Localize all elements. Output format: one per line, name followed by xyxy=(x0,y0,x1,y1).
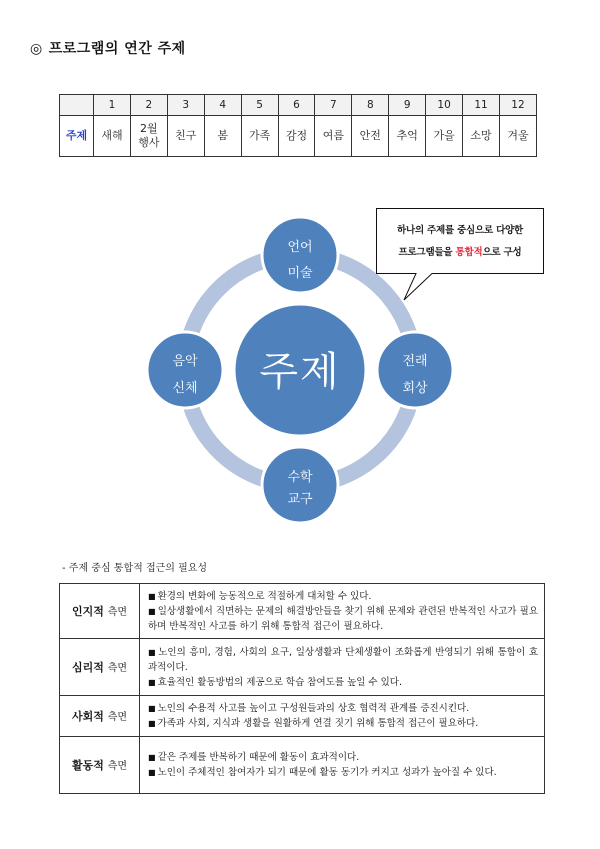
aspect-item xyxy=(148,589,538,604)
month-8: 8 xyxy=(352,95,389,116)
aspect-item-text: 노인의 흥미, 경험, 사회의 요구, 일상생활과 단체생활이 조화롭게 반영되기 위해 통합이 효과적이다. xyxy=(148,646,539,673)
callout-highlight: 통합적 xyxy=(455,247,483,258)
aspect-row xyxy=(60,584,545,639)
aspect-description xyxy=(140,696,545,737)
aspect-item-text: 효율적인 활동방법의 제공으로 학습 참여도를 높일 수 있다. xyxy=(157,676,402,688)
month-2: 2 xyxy=(130,95,167,116)
needs-heading: - 주제 중심 통합적 접근의 필요성 xyxy=(62,563,208,574)
node-bottom-line2: 교구 xyxy=(287,492,313,507)
aspect-name xyxy=(60,737,140,794)
callout-line-2-start: 프로그램들을 xyxy=(398,247,456,258)
aspect-item xyxy=(148,675,538,690)
aspect-item-text: 가족과 사회, 지식과 생활을 원활하게 연결 짓기 위해 통합적 접근이 필요하다. xyxy=(157,718,479,729)
aspect-suffix: 측면 xyxy=(107,712,128,723)
callout-line-2 xyxy=(382,244,538,258)
bullet-icon: ■ xyxy=(148,606,156,616)
topic-line: 봄 xyxy=(217,129,228,142)
page-title-text: 프로그램의 연간 주제 xyxy=(48,41,186,57)
heading-mark: ◎ xyxy=(30,41,43,57)
node-top-line2: 미술 xyxy=(287,266,313,281)
aspect-suffix: 측면 xyxy=(107,607,128,618)
aspect-item-text: 노인이 주체적인 참여자가 되기 때문에 활동 동기가 커지고 성과가 높아질 수 있다. xyxy=(157,767,497,778)
node-bottom-line1: 수학 xyxy=(287,470,313,485)
topic-row-label: 주제 xyxy=(60,116,94,157)
topic-line: 추억 xyxy=(396,129,418,142)
topic-line: 겨울 xyxy=(507,129,529,142)
aspect-suffix: 측면 xyxy=(107,761,128,772)
bullet-icon: ■ xyxy=(148,704,156,713)
node-right-line2: 회상 xyxy=(402,381,428,396)
aspect-name xyxy=(60,584,140,639)
month-9: 9 xyxy=(389,95,426,116)
bullet-icon: ■ xyxy=(148,719,156,728)
center-topic-label: 주제 xyxy=(259,349,341,395)
aspect-row xyxy=(60,737,545,794)
month-1: 1 xyxy=(94,95,131,116)
aspect-item xyxy=(148,750,538,765)
aspect-item-text: 환경의 변화에 능동적으로 적절하게 대처할 수 있다. xyxy=(157,590,372,602)
topic-line: 감정 xyxy=(285,129,308,142)
aspect-suffix: 측면 xyxy=(107,663,128,674)
aspect-name xyxy=(60,639,140,696)
bullet-icon: ■ xyxy=(148,768,156,777)
month-10: 10 xyxy=(426,95,463,116)
aspect-item xyxy=(148,645,538,675)
aspect-name xyxy=(60,696,140,737)
month-12: 12 xyxy=(499,95,536,116)
topic-line: 소망 xyxy=(470,129,492,142)
callout-line-1: 하나의 주제를 중심으로 다양한 xyxy=(396,225,524,236)
topic-line: 여름 xyxy=(322,129,345,142)
node-right-line1: 전래 xyxy=(402,354,428,369)
aspect-description xyxy=(140,584,545,639)
topic-line: 가을 xyxy=(433,129,455,142)
month-6: 6 xyxy=(278,95,315,116)
bullet-icon: ■ xyxy=(148,591,156,601)
aspect-description xyxy=(140,737,545,794)
aspect-item-text: 일상생활에서 직면하는 문제의 해결방안들을 찾기 위해 문제와 관련된 반복적인 사고가 필요하며 반복적인 사고를 하기 위해 통합적 접근이 필요하다. xyxy=(148,605,538,632)
bullet-icon: ■ xyxy=(148,677,156,687)
needs-table xyxy=(59,583,545,794)
aspect-item-text: 같은 주제를 반복하기 때문에 활동이 효과적이다. xyxy=(157,752,360,763)
month-4: 4 xyxy=(204,95,241,116)
callout-line-2-end: 으로 구성 xyxy=(482,247,522,258)
topic-line: 2월 xyxy=(140,122,158,135)
aspect-name-text: 활동적 xyxy=(71,759,104,772)
aspect-row xyxy=(60,639,545,696)
aspect-item xyxy=(148,701,538,716)
aspect-name-text: 인지적 xyxy=(71,605,104,618)
aspect-item xyxy=(148,604,538,634)
aspect-item-text: 노인의 수용적 사고를 높이고 구성원들과의 상호 협력적 관계를 증진시킨다. xyxy=(157,703,470,714)
aspect-row xyxy=(60,696,545,737)
topic-line: 가족 xyxy=(248,129,271,142)
bullet-icon: ■ xyxy=(148,647,157,657)
topic-line: 안전 xyxy=(359,129,381,142)
aspect-name-text: 사회적 xyxy=(71,710,104,723)
month-5: 5 xyxy=(241,95,278,116)
bullet-icon: ■ xyxy=(148,753,156,762)
aspect-item xyxy=(148,716,538,731)
node-right-circle xyxy=(377,332,453,408)
node-left-circle xyxy=(147,332,223,408)
node-left-line2: 신체 xyxy=(172,381,198,396)
topic-line: 행사 xyxy=(138,136,160,149)
aspect-item xyxy=(148,765,538,780)
node-top-circle xyxy=(262,217,338,293)
aspect-name-text: 심리적 xyxy=(71,661,104,674)
node-left-line1: 음악 xyxy=(172,354,198,369)
aspect-description xyxy=(140,639,545,696)
node-bottom-circle xyxy=(262,447,338,523)
month-11: 11 xyxy=(463,95,500,116)
topic-line: 친구 xyxy=(175,129,197,142)
node-top-line1: 언어 xyxy=(287,240,313,255)
month-3: 3 xyxy=(167,95,204,116)
topic-line: 새해 xyxy=(101,129,123,142)
month-7: 7 xyxy=(315,95,352,116)
callout-bubble xyxy=(376,208,544,274)
